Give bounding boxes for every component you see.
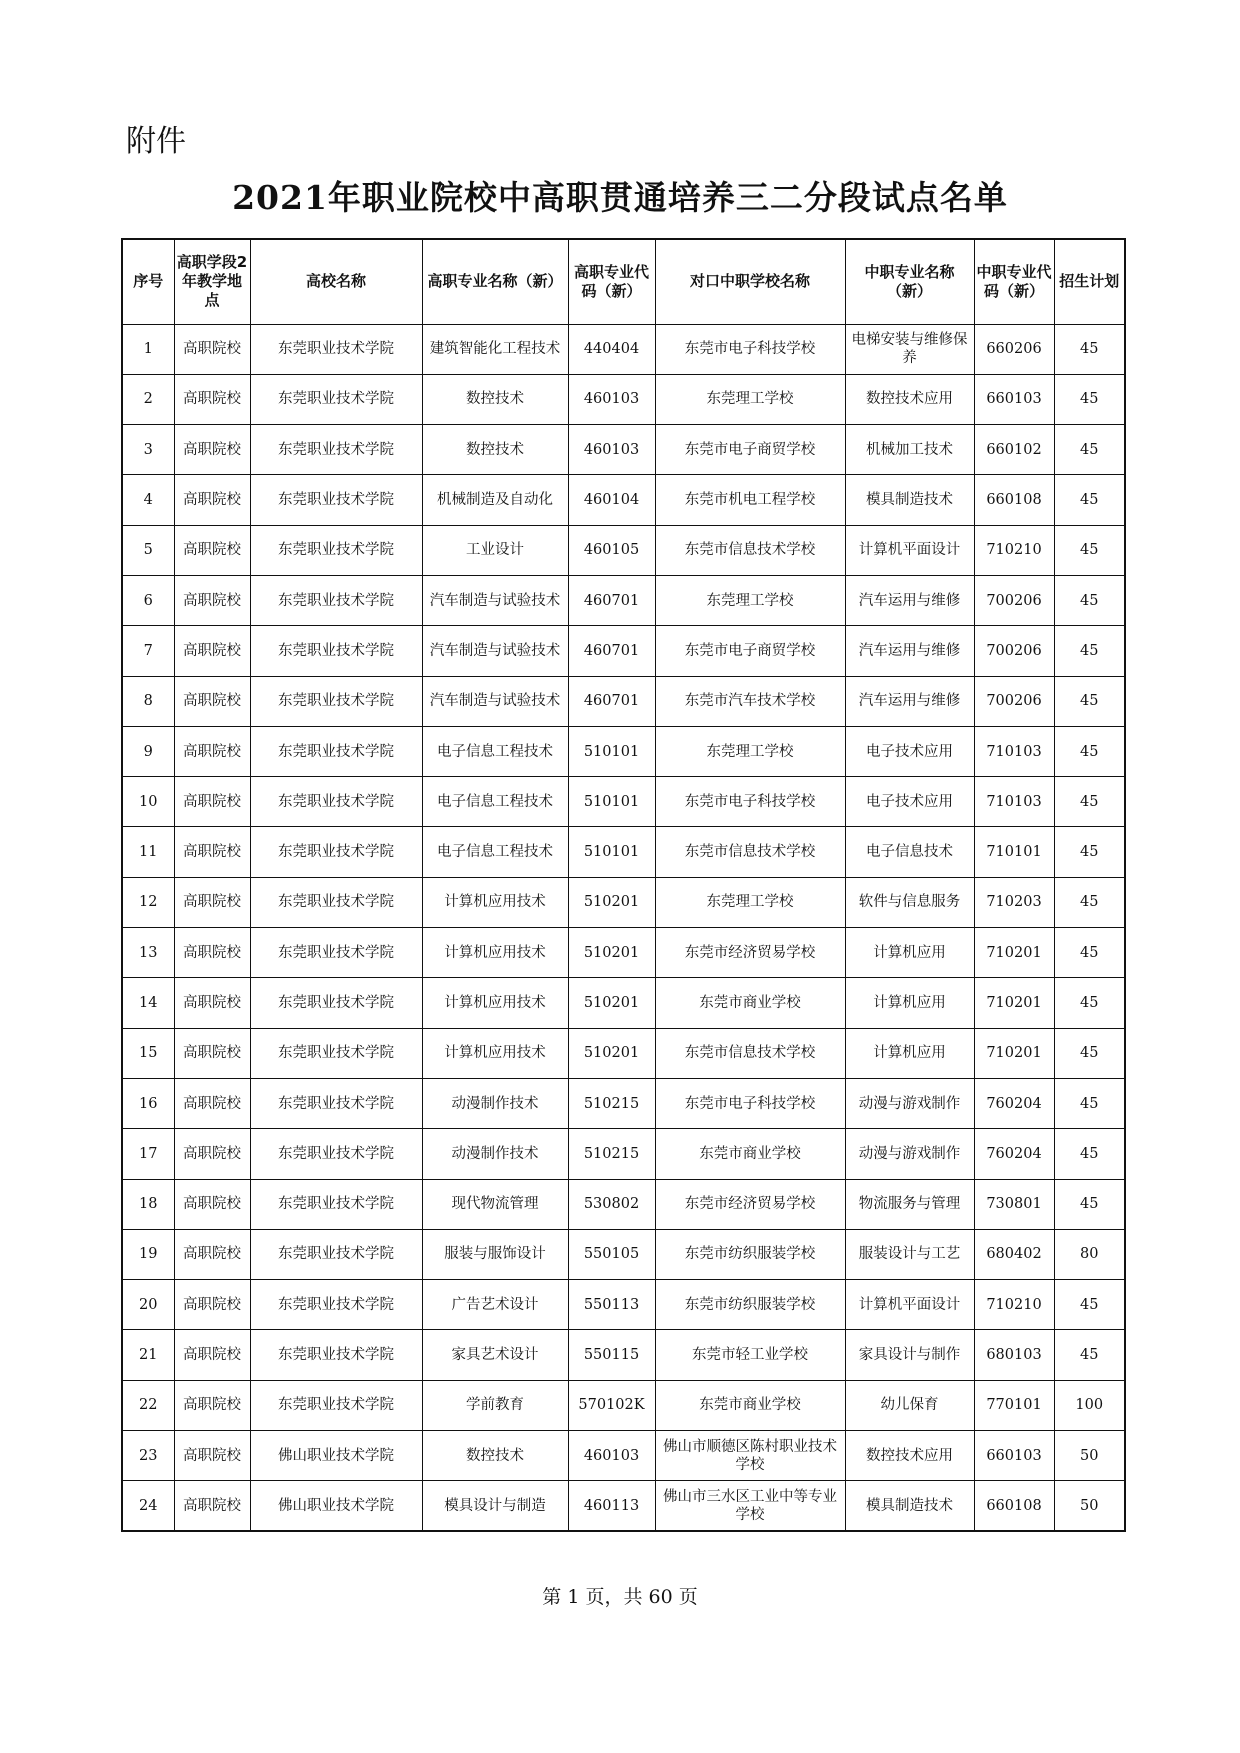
cell-index: 18 — [122, 1179, 174, 1229]
table-row — [122, 1380, 1125, 1430]
cell-secondary-code: 700206 — [974, 575, 1054, 625]
header-teaching-location: 高职学段2年教学地点 — [174, 239, 250, 324]
cell-major-code: 460113 — [568, 1481, 655, 1531]
cell-teaching-location: 高职院校 — [174, 374, 250, 424]
cell-major-name: 汽车制造与试验技术 — [422, 626, 568, 676]
cell-secondary-school: 东莞市电子科技学校 — [655, 777, 845, 827]
cell-secondary-major: 计算机应用 — [845, 1028, 974, 1078]
cell-index: 3 — [122, 425, 174, 475]
cell-index: 24 — [122, 1481, 174, 1531]
cell-major-code: 510101 — [568, 827, 655, 877]
table-row — [122, 726, 1125, 776]
header-university-name: 高校名称 — [250, 239, 422, 324]
cell-secondary-major: 计算机平面设计 — [845, 1280, 974, 1330]
cell-university-name: 东莞职业技术学院 — [250, 475, 422, 525]
cell-index: 11 — [122, 827, 174, 877]
cell-teaching-location: 高职院校 — [174, 525, 250, 575]
table-row — [122, 1229, 1125, 1279]
cell-secondary-school: 东莞市纺织服装学校 — [655, 1280, 845, 1330]
cell-secondary-major: 电子技术应用 — [845, 777, 974, 827]
cell-index: 16 — [122, 1078, 174, 1128]
cell-secondary-code: 680103 — [974, 1330, 1054, 1380]
cell-secondary-school: 佛山市三水区工业中等专业学校 — [655, 1481, 845, 1531]
cell-teaching-location: 高职院校 — [174, 626, 250, 676]
cell-major-name: 家具艺术设计 — [422, 1330, 568, 1380]
cell-teaching-location: 高职院校 — [174, 777, 250, 827]
cell-major-name: 汽车制造与试验技术 — [422, 676, 568, 726]
cell-secondary-major: 服装设计与工艺 — [845, 1229, 974, 1279]
header-enrollment-plan: 招生计划 — [1054, 239, 1125, 324]
cell-secondary-code: 660103 — [974, 1431, 1054, 1481]
cell-major-code: 510201 — [568, 928, 655, 978]
cell-secondary-major: 计算机应用 — [845, 978, 974, 1028]
cell-teaching-location: 高职院校 — [174, 676, 250, 726]
table-row — [122, 525, 1125, 575]
cell-index: 2 — [122, 374, 174, 424]
cell-secondary-code: 710210 — [974, 1280, 1054, 1330]
cell-index: 1 — [122, 324, 174, 374]
cell-major-name: 动漫制作技术 — [422, 1078, 568, 1128]
cell-secondary-school: 东莞市商业学校 — [655, 1129, 845, 1179]
table-row — [122, 1078, 1125, 1128]
cell-university-name: 东莞职业技术学院 — [250, 1280, 422, 1330]
cell-secondary-school: 东莞市商业学校 — [655, 1380, 845, 1430]
cell-secondary-major: 电梯安装与维修保养 — [845, 324, 974, 374]
cell-secondary-major: 模具制造技术 — [845, 1481, 974, 1531]
cell-secondary-major: 机械加工技术 — [845, 425, 974, 475]
cell-secondary-code: 710201 — [974, 1028, 1054, 1078]
cell-enrollment-plan: 45 — [1054, 1028, 1125, 1078]
cell-university-name: 佛山职业技术学院 — [250, 1481, 422, 1531]
cell-enrollment-plan: 45 — [1054, 1280, 1125, 1330]
cell-enrollment-plan: 45 — [1054, 877, 1125, 927]
cell-university-name: 东莞职业技术学院 — [250, 425, 422, 475]
cell-secondary-code: 710210 — [974, 525, 1054, 575]
table-row — [122, 978, 1125, 1028]
cell-secondary-code: 660103 — [974, 374, 1054, 424]
cell-university-name: 东莞职业技术学院 — [250, 978, 422, 1028]
table-row — [122, 777, 1125, 827]
cell-secondary-school: 东莞市轻工业学校 — [655, 1330, 845, 1380]
table-row — [122, 1280, 1125, 1330]
cell-enrollment-plan: 100 — [1054, 1380, 1125, 1430]
cell-secondary-major: 计算机平面设计 — [845, 525, 974, 575]
cell-major-name: 汽车制造与试验技术 — [422, 575, 568, 625]
table-row — [122, 1330, 1125, 1380]
table-row — [122, 475, 1125, 525]
cell-major-name: 服装与服饰设计 — [422, 1229, 568, 1279]
cell-major-code: 510201 — [568, 1028, 655, 1078]
cell-secondary-code: 710201 — [974, 978, 1054, 1028]
cell-enrollment-plan: 45 — [1054, 726, 1125, 776]
cell-major-name: 广告艺术设计 — [422, 1280, 568, 1330]
cell-secondary-school: 东莞市经济贸易学校 — [655, 928, 845, 978]
cell-university-name: 东莞职业技术学院 — [250, 827, 422, 877]
cell-secondary-code: 660206 — [974, 324, 1054, 374]
cell-major-name: 学前教育 — [422, 1380, 568, 1430]
cell-major-code: 510215 — [568, 1129, 655, 1179]
cell-major-code: 570102K — [568, 1380, 655, 1430]
cell-enrollment-plan: 50 — [1054, 1481, 1125, 1531]
cell-enrollment-plan: 45 — [1054, 475, 1125, 525]
cell-university-name: 东莞职业技术学院 — [250, 1179, 422, 1229]
table-row — [122, 575, 1125, 625]
cell-enrollment-plan: 45 — [1054, 1129, 1125, 1179]
cell-secondary-school: 东莞理工学校 — [655, 575, 845, 625]
cell-university-name: 东莞职业技术学院 — [250, 1078, 422, 1128]
header-secondary-major: 中职专业名称（新） — [845, 239, 974, 324]
cell-major-name: 模具设计与制造 — [422, 1481, 568, 1531]
cell-index: 23 — [122, 1431, 174, 1481]
cell-enrollment-plan: 45 — [1054, 978, 1125, 1028]
cell-university-name: 东莞职业技术学院 — [250, 928, 422, 978]
cell-university-name: 东莞职业技术学院 — [250, 877, 422, 927]
cell-index: 5 — [122, 525, 174, 575]
cell-major-name: 现代物流管理 — [422, 1179, 568, 1229]
cell-index: 20 — [122, 1280, 174, 1330]
cell-secondary-school: 东莞市电子商贸学校 — [655, 626, 845, 676]
cell-secondary-major: 动漫与游戏制作 — [845, 1129, 974, 1179]
cell-secondary-school: 东莞理工学校 — [655, 726, 845, 776]
cell-major-code: 510215 — [568, 1078, 655, 1128]
table-header-row — [122, 239, 1125, 324]
cell-enrollment-plan: 45 — [1054, 1179, 1125, 1229]
cell-teaching-location: 高职院校 — [174, 1129, 250, 1179]
page-footer: 第 1 页，共 60 页 — [542, 1586, 698, 1608]
cell-major-name: 数控技术 — [422, 425, 568, 475]
cell-secondary-school: 东莞市电子科技学校 — [655, 1078, 845, 1128]
cell-major-code: 510201 — [568, 978, 655, 1028]
table-row — [122, 1028, 1125, 1078]
table-row — [122, 1179, 1125, 1229]
cell-university-name: 东莞职业技术学院 — [250, 374, 422, 424]
cell-major-name: 计算机应用技术 — [422, 877, 568, 927]
cell-enrollment-plan: 45 — [1054, 525, 1125, 575]
cell-secondary-code: 760204 — [974, 1078, 1054, 1128]
cell-index: 6 — [122, 575, 174, 625]
cell-enrollment-plan: 45 — [1054, 425, 1125, 475]
cell-university-name: 东莞职业技术学院 — [250, 1330, 422, 1380]
cell-secondary-school: 佛山市顺德区陈村职业技术学校 — [655, 1431, 845, 1481]
cell-major-name: 数控技术 — [422, 374, 568, 424]
cell-secondary-school: 东莞市商业学校 — [655, 978, 845, 1028]
cell-teaching-location: 高职院校 — [174, 1380, 250, 1430]
cell-secondary-school: 东莞市信息技术学校 — [655, 827, 845, 877]
cell-major-name: 数控技术 — [422, 1431, 568, 1481]
cell-secondary-code: 730801 — [974, 1179, 1054, 1229]
header-secondary-school: 对口中职学校名称 — [655, 239, 845, 324]
cell-enrollment-plan: 45 — [1054, 575, 1125, 625]
cell-teaching-location: 高职院校 — [174, 1330, 250, 1380]
cell-major-code: 530802 — [568, 1179, 655, 1229]
cell-university-name: 东莞职业技术学院 — [250, 626, 422, 676]
cell-teaching-location: 高职院校 — [174, 978, 250, 1028]
cell-index: 9 — [122, 726, 174, 776]
cell-teaching-location: 高职院校 — [174, 1078, 250, 1128]
cell-enrollment-plan: 45 — [1054, 374, 1125, 424]
cell-secondary-code: 660102 — [974, 425, 1054, 475]
cell-index: 17 — [122, 1129, 174, 1179]
cell-secondary-school: 东莞市汽车技术学校 — [655, 676, 845, 726]
cell-secondary-major: 电子信息技术 — [845, 827, 974, 877]
cell-major-name: 工业设计 — [422, 525, 568, 575]
cell-university-name: 东莞职业技术学院 — [250, 676, 422, 726]
cell-major-code: 460701 — [568, 575, 655, 625]
table-row — [122, 877, 1125, 927]
cell-teaching-location: 高职院校 — [174, 1179, 250, 1229]
cell-enrollment-plan: 45 — [1054, 324, 1125, 374]
cell-teaching-location: 高职院校 — [174, 1280, 250, 1330]
cell-index: 13 — [122, 928, 174, 978]
table-row — [122, 425, 1125, 475]
cell-secondary-major: 电子技术应用 — [845, 726, 974, 776]
cell-major-code: 460104 — [568, 475, 655, 525]
cell-enrollment-plan: 45 — [1054, 1330, 1125, 1380]
cell-index: 12 — [122, 877, 174, 927]
cell-teaching-location: 高职院校 — [174, 726, 250, 776]
cell-enrollment-plan: 45 — [1054, 827, 1125, 877]
cell-university-name: 东莞职业技术学院 — [250, 726, 422, 776]
cell-major-code: 460701 — [568, 626, 655, 676]
table-row — [122, 928, 1125, 978]
cell-major-code: 550115 — [568, 1330, 655, 1380]
table-row — [122, 1431, 1125, 1481]
header-major-name: 高职专业名称（新） — [422, 239, 568, 324]
cell-index: 14 — [122, 978, 174, 1028]
cell-secondary-code: 680402 — [974, 1229, 1054, 1279]
cell-index: 10 — [122, 777, 174, 827]
cell-index: 4 — [122, 475, 174, 525]
header-major-code: 高职专业代码（新） — [568, 239, 655, 324]
cell-major-name: 计算机应用技术 — [422, 978, 568, 1028]
cell-secondary-code: 660108 — [974, 475, 1054, 525]
cell-university-name: 东莞职业技术学院 — [250, 525, 422, 575]
table-row — [122, 324, 1125, 374]
document-title: 2021年职业院校中高职贯通培养三二分段试点名单 — [232, 178, 1008, 217]
cell-secondary-major: 家具设计与制作 — [845, 1330, 974, 1380]
table-body — [122, 324, 1125, 1531]
cell-teaching-location: 高职院校 — [174, 877, 250, 927]
pilot-list-table — [121, 238, 1126, 1532]
cell-secondary-major: 模具制造技术 — [845, 475, 974, 525]
cell-major-code: 460105 — [568, 525, 655, 575]
cell-enrollment-plan: 45 — [1054, 928, 1125, 978]
cell-major-code: 460103 — [568, 1431, 655, 1481]
cell-index: 19 — [122, 1229, 174, 1279]
cell-secondary-school: 东莞市机电工程学校 — [655, 475, 845, 525]
cell-major-code: 510201 — [568, 877, 655, 927]
cell-major-name: 电子信息工程技术 — [422, 827, 568, 877]
cell-major-name: 机械制造及自动化 — [422, 475, 568, 525]
cell-secondary-major: 汽车运用与维修 — [845, 575, 974, 625]
cell-secondary-school: 东莞市经济贸易学校 — [655, 1179, 845, 1229]
cell-secondary-major: 幼儿保育 — [845, 1380, 974, 1430]
cell-secondary-major: 汽车运用与维修 — [845, 676, 974, 726]
table-row — [122, 1129, 1125, 1179]
cell-university-name: 东莞职业技术学院 — [250, 777, 422, 827]
cell-teaching-location: 高职院校 — [174, 475, 250, 525]
cell-secondary-code: 700206 — [974, 626, 1054, 676]
cell-enrollment-plan: 45 — [1054, 777, 1125, 827]
cell-secondary-code: 710103 — [974, 777, 1054, 827]
cell-secondary-major: 数控技术应用 — [845, 374, 974, 424]
cell-major-code: 460103 — [568, 374, 655, 424]
cell-teaching-location: 高职院校 — [174, 1481, 250, 1531]
cell-secondary-code: 710201 — [974, 928, 1054, 978]
cell-major-code: 460103 — [568, 425, 655, 475]
cell-secondary-major: 计算机应用 — [845, 928, 974, 978]
cell-secondary-major: 汽车运用与维修 — [845, 626, 974, 676]
header-secondary-code: 中职专业代码（新） — [974, 239, 1054, 324]
cell-secondary-code: 710103 — [974, 726, 1054, 776]
table-row — [122, 374, 1125, 424]
cell-secondary-major: 数控技术应用 — [845, 1431, 974, 1481]
cell-secondary-school: 东莞市电子科技学校 — [655, 324, 845, 374]
cell-teaching-location: 高职院校 — [174, 827, 250, 877]
cell-enrollment-plan: 50 — [1054, 1431, 1125, 1481]
cell-major-name: 建筑智能化工程技术 — [422, 324, 568, 374]
cell-teaching-location: 高职院校 — [174, 575, 250, 625]
cell-teaching-location: 高职院校 — [174, 1431, 250, 1481]
attachment-label: 附件 — [126, 124, 186, 159]
cell-secondary-major: 动漫与游戏制作 — [845, 1078, 974, 1128]
cell-secondary-school: 东莞市电子商贸学校 — [655, 425, 845, 475]
cell-major-code: 440404 — [568, 324, 655, 374]
cell-teaching-location: 高职院校 — [174, 1028, 250, 1078]
cell-secondary-code: 700206 — [974, 676, 1054, 726]
cell-teaching-location: 高职院校 — [174, 324, 250, 374]
cell-secondary-school: 东莞市信息技术学校 — [655, 1028, 845, 1078]
cell-secondary-school: 东莞理工学校 — [655, 374, 845, 424]
cell-index: 22 — [122, 1380, 174, 1430]
cell-major-name: 动漫制作技术 — [422, 1129, 568, 1179]
cell-teaching-location: 高职院校 — [174, 425, 250, 475]
cell-secondary-code: 660108 — [974, 1481, 1054, 1531]
cell-secondary-school: 东莞理工学校 — [655, 877, 845, 927]
cell-index: 7 — [122, 626, 174, 676]
table-row — [122, 827, 1125, 877]
cell-index: 8 — [122, 676, 174, 726]
cell-major-code: 460701 — [568, 676, 655, 726]
cell-secondary-code: 760204 — [974, 1129, 1054, 1179]
cell-major-name: 电子信息工程技术 — [422, 726, 568, 776]
cell-secondary-code: 770101 — [974, 1380, 1054, 1430]
cell-secondary-school: 东莞市纺织服装学校 — [655, 1229, 845, 1279]
cell-secondary-major: 物流服务与管理 — [845, 1179, 974, 1229]
cell-major-code: 550113 — [568, 1280, 655, 1330]
table-row — [122, 1481, 1125, 1531]
cell-secondary-code: 710101 — [974, 827, 1054, 877]
cell-university-name: 佛山职业技术学院 — [250, 1431, 422, 1481]
cell-major-code: 510101 — [568, 777, 655, 827]
cell-major-name: 计算机应用技术 — [422, 1028, 568, 1078]
cell-teaching-location: 高职院校 — [174, 928, 250, 978]
table-row — [122, 626, 1125, 676]
cell-secondary-school: 东莞市信息技术学校 — [655, 525, 845, 575]
cell-secondary-code: 710203 — [974, 877, 1054, 927]
cell-university-name: 东莞职业技术学院 — [250, 1028, 422, 1078]
cell-index: 15 — [122, 1028, 174, 1078]
cell-index: 21 — [122, 1330, 174, 1380]
cell-university-name: 东莞职业技术学院 — [250, 324, 422, 374]
cell-university-name: 东莞职业技术学院 — [250, 1380, 422, 1430]
cell-teaching-location: 高职院校 — [174, 1229, 250, 1279]
cell-enrollment-plan: 45 — [1054, 1078, 1125, 1128]
cell-university-name: 东莞职业技术学院 — [250, 1229, 422, 1279]
cell-secondary-major: 软件与信息服务 — [845, 877, 974, 927]
cell-university-name: 东莞职业技术学院 — [250, 1129, 422, 1179]
table-row — [122, 676, 1125, 726]
cell-major-code: 510101 — [568, 726, 655, 776]
cell-university-name: 东莞职业技术学院 — [250, 575, 422, 625]
cell-enrollment-plan: 80 — [1054, 1229, 1125, 1279]
cell-major-name: 计算机应用技术 — [422, 928, 568, 978]
cell-enrollment-plan: 45 — [1054, 676, 1125, 726]
cell-major-name: 电子信息工程技术 — [422, 777, 568, 827]
cell-major-code: 550105 — [568, 1229, 655, 1279]
cell-enrollment-plan: 45 — [1054, 626, 1125, 676]
header-index: 序号 — [122, 239, 174, 324]
